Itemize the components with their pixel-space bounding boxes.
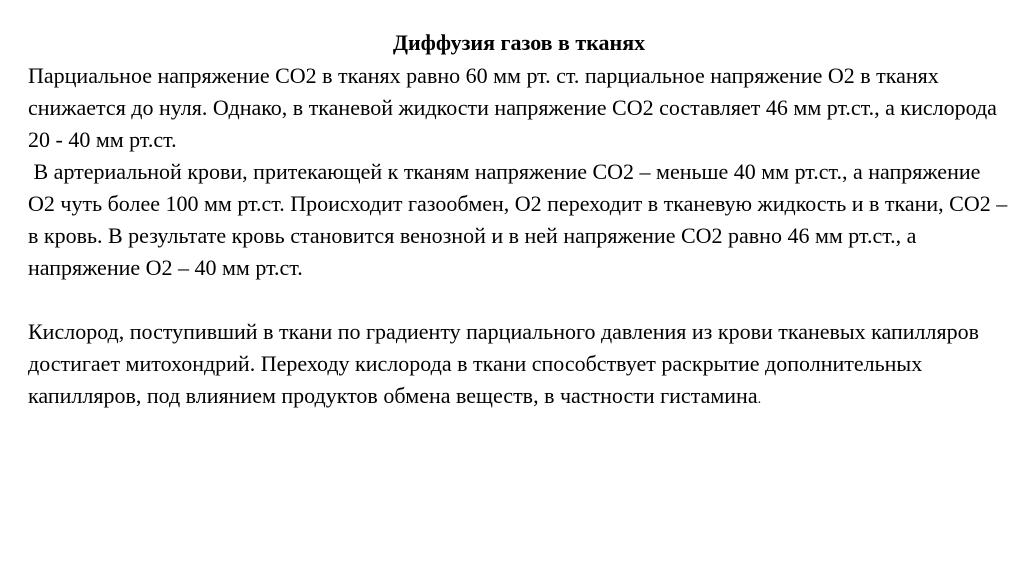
paragraph-tissue-tension: Парциальное напряжение СО2 в тканях равно 60 мм рт. ст. парциальное напряжение О2 в тканях снижается до нуля. Однако, в тканевой жидкости напряжение СО2 составляет 46 мм рт.ст., а кислорода 20 - 40 мм рт.ст. bbox=[28, 63, 997, 152]
paragraph-oxygen-mitochondria bbox=[28, 316, 1010, 416]
slide-title: Диффузия газов в тканях bbox=[392, 30, 646, 55]
paragraph-oxygen-text: Кислород, поступивший в ткани по градиенту парциального давления из крови тканевых капилляров достигает митохондрий. Переходу кислорода в ткани способствует раскрытие дополнительных капилляров, под влиянием продуктов обмена веществ, в частности гистамина bbox=[28, 319, 980, 408]
paragraph-end-period: . bbox=[757, 392, 762, 407]
paragraph-spacer bbox=[28, 284, 1010, 316]
slide-content bbox=[28, 30, 1013, 416]
paragraph-arterial-blood: В артериальной крови, притекающей к тканям напряжение СО2 – меньше 40 мм рт.ст., а напряжение О2 чуть более 100 мм рт.ст. Происходит газообмен, О2 переходит в тканевую жидкость и в ткани, СО2 – в кровь. В результате кровь становится венозной и в ней напряжение СО2 равно 46 мм рт.ст., а напряжение О2 – 40 мм рт.ст. bbox=[28, 159, 1013, 280]
